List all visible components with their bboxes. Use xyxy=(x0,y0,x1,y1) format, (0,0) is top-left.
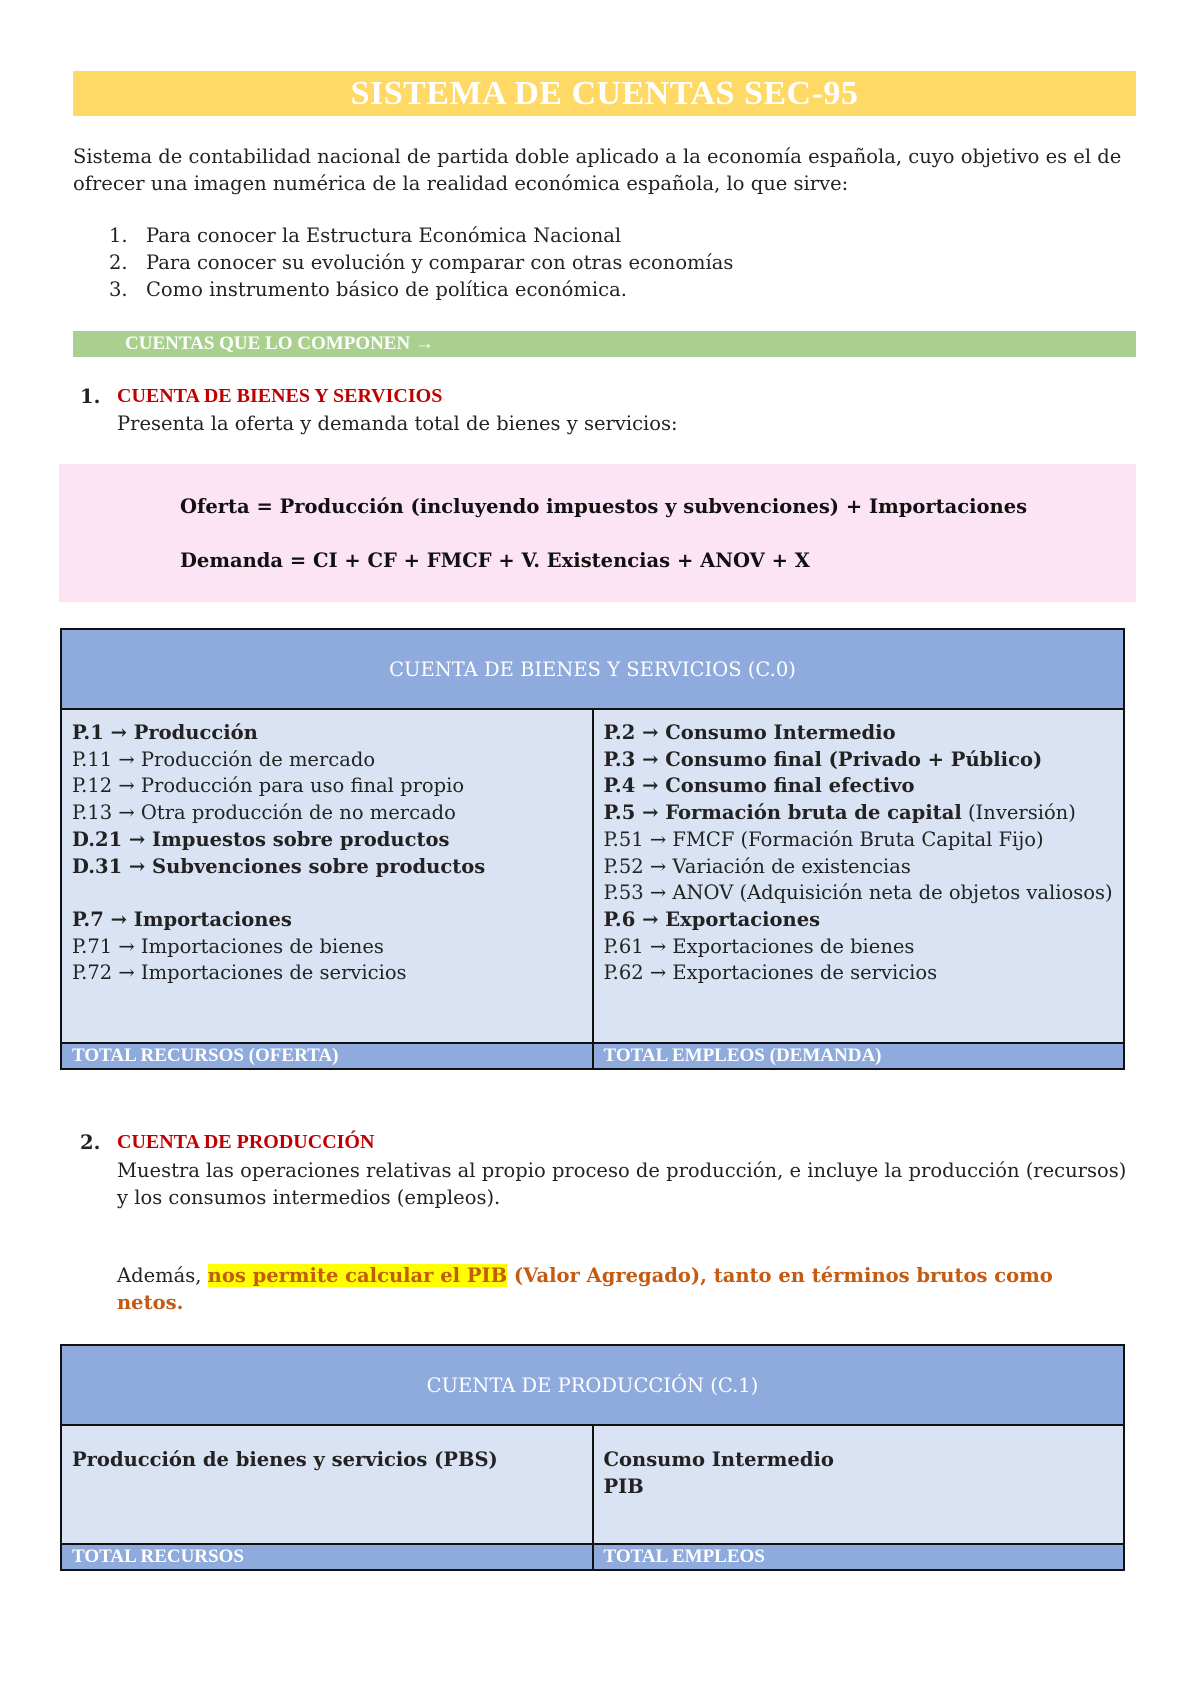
bienes-servicios-table xyxy=(60,628,1125,1070)
account-line: P.52 → Variación de existencias xyxy=(603,854,911,878)
section1-description: Presenta la oferta y demanda total de bienes y servicios: xyxy=(117,412,678,435)
section1-title: CUENTA DE BIENES Y SERVICIOS xyxy=(117,385,443,407)
formula-demanda: Demanda = CI + CF + FMCF + V. Existencias + ANOV + X xyxy=(180,549,810,572)
components-heading: CUENTAS QUE LO COMPONEN → xyxy=(125,333,434,354)
recursos-column xyxy=(61,1425,593,1544)
account-line: P.12 → Producción para uso final propio xyxy=(72,774,465,798)
account-line: P.3 → Consumo final (Privado + Público) xyxy=(603,747,1043,771)
recursos-column xyxy=(61,709,593,1043)
account-line: P.5 → Formación bruta de capital (Inversión) xyxy=(603,801,1076,825)
account-line: P.7 → Importaciones xyxy=(72,907,292,931)
section2-number: 2. xyxy=(80,1131,101,1154)
intro-paragraph: Sistema de contabilidad nacional de partida doble aplicado a la economía española, cuyo objetivo es el de ofrecer una imagen numérica de la realidad económica española, lo que sirve: xyxy=(73,145,1122,195)
objectives-list xyxy=(73,222,1073,303)
spacer xyxy=(72,880,582,907)
account-line: Consumo Intermedio xyxy=(603,1448,834,1471)
total-recursos: TOTAL RECURSOS xyxy=(61,1544,593,1570)
table-header: CUENTA DE PRODUCCIÓN (C.1) xyxy=(61,1345,1124,1425)
page-title: SISTEMA DE CUENTAS SEC-95 xyxy=(350,75,859,112)
account-line: P.4 → Consumo final efectivo xyxy=(603,774,915,798)
section2-pib-note: Además, nos permite calcular el PIB (Valor Agregado), tanto en términos brutos como netos. xyxy=(117,1264,1053,1314)
list-item: 2. Para conocer su evolución y comparar con otras economías xyxy=(109,251,734,274)
account-line: P.61 → Exportaciones de bienes xyxy=(603,934,915,958)
account-line: PIB xyxy=(603,1474,644,1498)
account-line: P.51 → FMCF (Formación Bruta Capital Fijo) xyxy=(603,827,1044,851)
section2-title: CUENTA DE PRODUCCIÓN xyxy=(117,1131,375,1153)
account-line: Producción de bienes y servicios (PBS) xyxy=(72,1448,498,1471)
total-empleos: TOTAL EMPLEOS xyxy=(593,1544,1125,1570)
table-header: CUENTA DE BIENES Y SERVICIOS (C.0) xyxy=(61,629,1124,709)
components-banner xyxy=(73,331,1136,357)
account-line: P.11 → Producción de mercado xyxy=(72,747,376,771)
formula-box xyxy=(59,464,1136,602)
total-recursos: TOTAL RECURSOS (OFERTA) xyxy=(61,1043,593,1069)
account-line: D.21 → Impuestos sobre productos xyxy=(72,827,450,851)
pib-highlight: nos permite calcular el PIB xyxy=(207,1264,508,1287)
account-line: P.1 → Producción xyxy=(72,721,258,744)
empleos-column xyxy=(593,1425,1125,1544)
account-line: P.53 → ANOV (Adquisición neta de objetos valiosos) xyxy=(603,881,1113,905)
account-line: P.72 → Importaciones de servicios xyxy=(72,961,407,985)
list-item: 3. Como instrumento básico de política económica. xyxy=(109,278,627,301)
account-line: D.31 → Subvenciones sobre productos xyxy=(72,854,486,878)
account-line: P.62 → Exportaciones de servicios xyxy=(603,961,938,985)
section1-number: 1. xyxy=(80,385,101,408)
account-line: P.2 → Consumo Intermedio xyxy=(603,721,896,744)
produccion-table xyxy=(60,1344,1125,1571)
account-line: P.13 → Otra producción de no mercado xyxy=(72,801,456,825)
list-item: 1. Para conocer la Estructura Económica Nacional xyxy=(109,224,622,247)
account-line: P.71 → Importaciones de bienes xyxy=(72,934,384,958)
title-banner xyxy=(73,71,1136,116)
section2-description: Muestra las operaciones relativas al propio proceso de producción, e incluye la producción (recursos) y los consumos intermedios (empleos). xyxy=(117,1159,1127,1209)
formula-oferta: Oferta = Producción (incluyendo impuestos y subvenciones) + Importaciones xyxy=(180,495,1028,518)
account-line: P.6 → Exportaciones xyxy=(603,907,821,931)
total-empleos: TOTAL EMPLEOS (DEMANDA) xyxy=(593,1043,1125,1069)
empleos-column xyxy=(593,709,1125,1043)
